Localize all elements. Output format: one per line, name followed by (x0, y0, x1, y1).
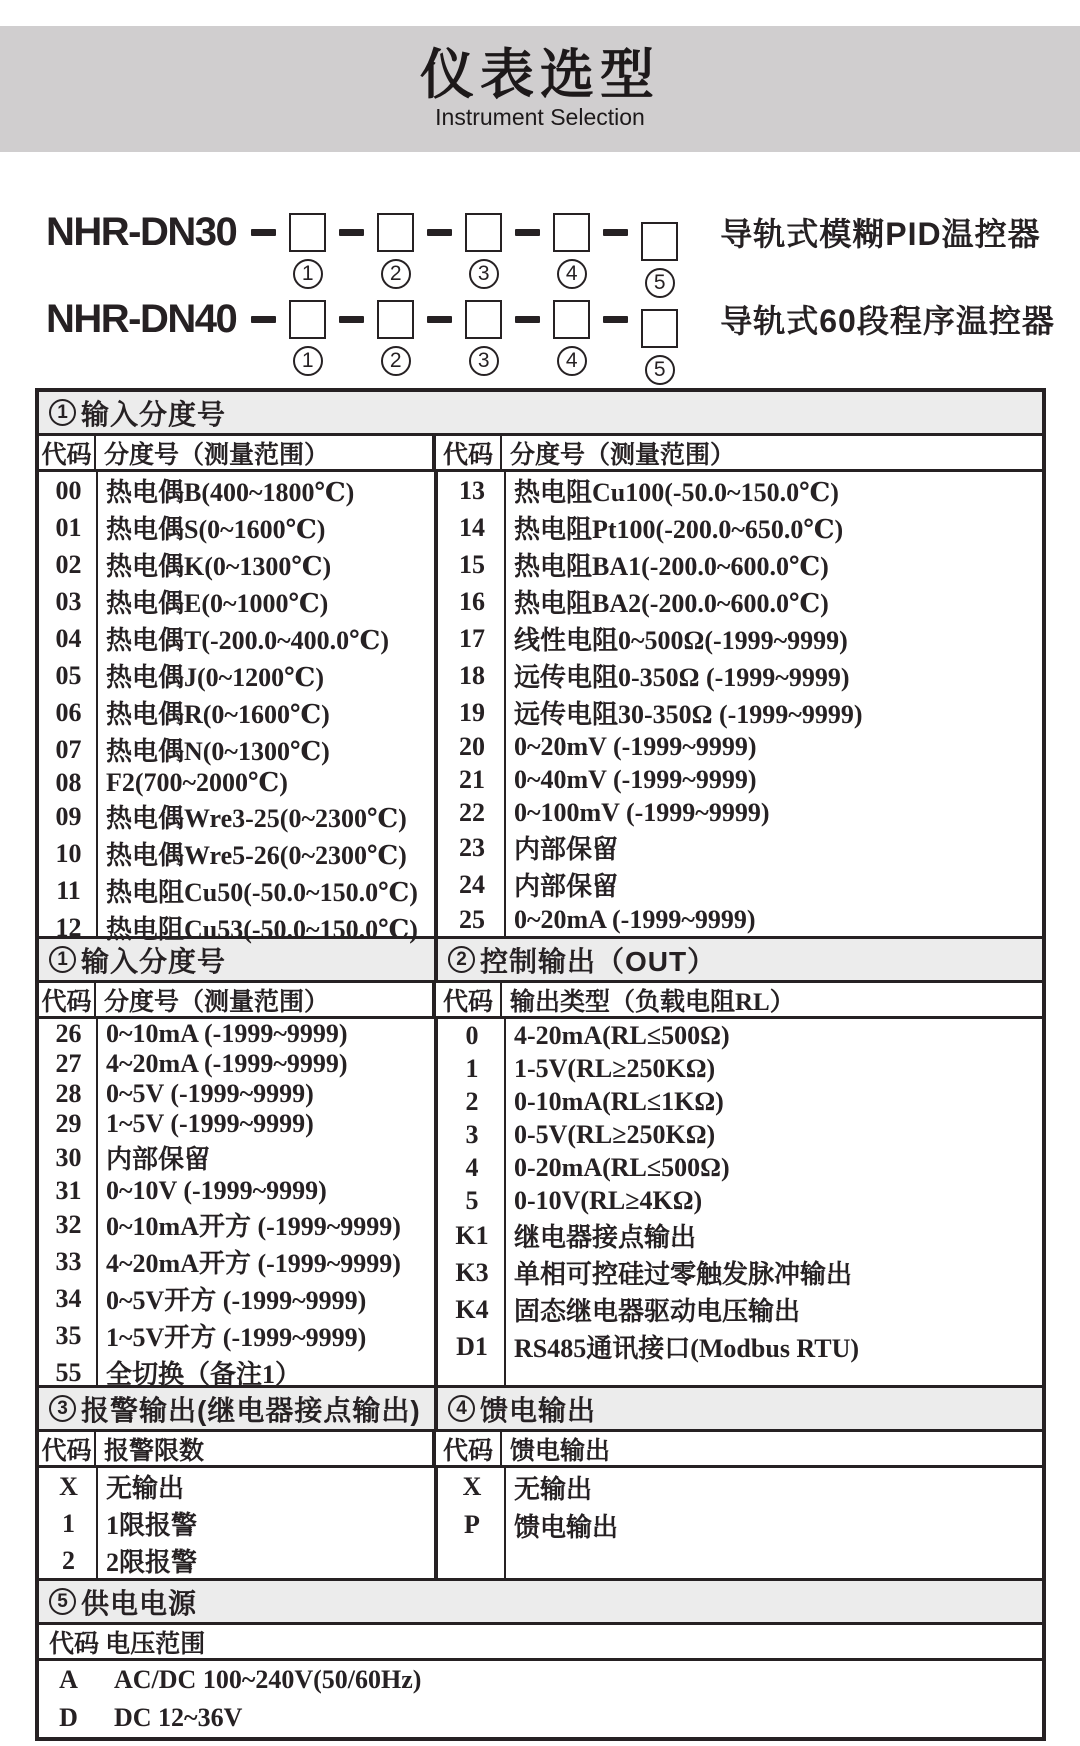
section-title-text: 报警输出(继电器接点输出) (81, 1394, 421, 1426)
code-box-square (641, 309, 678, 348)
table-row (438, 546, 1042, 583)
column-header-row (39, 436, 1042, 472)
position-number-circle: 1 (293, 346, 323, 376)
col-code: 代码 (39, 436, 96, 469)
row-code: 32 (55, 1209, 82, 1239)
table-row (39, 1280, 434, 1317)
section-number-circle: 2 (448, 946, 475, 973)
col-code: 代码 (436, 983, 502, 1016)
section-title-text: 控制输出（OUT） (480, 945, 717, 977)
row-code: 17 (459, 623, 485, 653)
table-row (39, 1109, 434, 1139)
model-row-nhr-dn30 (46, 210, 1055, 294)
table-row (438, 1151, 1042, 1184)
code-position (414, 300, 502, 372)
row-code: 18 (459, 660, 485, 690)
row-code: 34 (55, 1283, 82, 1313)
column-header-row (39, 1432, 1042, 1468)
code-position (326, 300, 414, 372)
row-code: 25 (459, 904, 485, 934)
code-position (238, 213, 326, 285)
row-label: 0~10V (-1999~9999) (106, 1176, 327, 1205)
section-title-text: 输入分度号 (81, 945, 227, 977)
section-body (39, 1019, 1042, 1389)
row-code: 20 (459, 732, 485, 762)
row-label: 热电偶S(0~1600℃) (106, 515, 326, 544)
row-code: 02 (55, 549, 82, 579)
code-position (414, 213, 502, 285)
col-label: 输出类型（负载电阻RL） (510, 988, 795, 1016)
code-box (289, 213, 326, 285)
table-row (39, 1176, 434, 1206)
row-label: 线性电阻0~500Ω(-1999~9999) (514, 626, 848, 655)
table-row (438, 1019, 1042, 1052)
row-code: 07 (55, 734, 82, 764)
row-label: 热电偶Wre3-25(0~2300℃) (106, 804, 407, 833)
row-label: 1限报警 (106, 1511, 198, 1540)
section-number-circle: 4 (448, 1395, 475, 1422)
dash-separator (515, 229, 540, 236)
table-row (39, 657, 434, 694)
col-label: 馈电输出 (510, 1437, 611, 1465)
row-label: 0~40mV (-1999~9999) (514, 765, 757, 795)
code-position (590, 300, 678, 381)
row-code: 33 (55, 1246, 82, 1276)
model-name: NHR-DN30 (46, 210, 237, 254)
section-title-right (438, 1388, 1042, 1429)
table-row (438, 1085, 1042, 1118)
table-row (438, 1184, 1042, 1217)
table-row (39, 1468, 434, 1505)
table-row (438, 903, 1042, 936)
row-label: 0~20mV (-1999~9999) (514, 732, 757, 762)
col-label: 分度号（测量范围） (510, 441, 736, 469)
row-label: 0~10mA (-1999~9999) (106, 1019, 348, 1048)
code-position (502, 213, 590, 285)
rows-right (438, 472, 1042, 936)
row-label: 1-5V(RL≥250KΩ) (514, 1053, 716, 1083)
row-label: 热电偶J(0~1200℃) (106, 663, 324, 692)
row-label: 热电偶N(0~1300℃) (106, 737, 330, 766)
row-code: 10 (55, 838, 82, 868)
section-input-graduation-1 (39, 392, 1042, 944)
row-code: 4 (465, 1152, 479, 1182)
table-row (39, 1699, 1042, 1737)
row-code: 03 (55, 586, 82, 616)
code-position (238, 300, 326, 372)
section-number-circle: 5 (49, 1588, 76, 1615)
row-label: 热电偶Wre5-26(0~2300℃) (106, 841, 407, 870)
table-row (39, 768, 434, 798)
row-code: 24 (459, 869, 485, 899)
dash-separator (251, 316, 276, 323)
table-row (39, 694, 434, 731)
row-label: DC 12~36V (114, 1703, 243, 1732)
row-label: 无输出 (514, 1474, 593, 1504)
table-row (39, 1139, 434, 1176)
table-row (438, 1217, 1042, 1254)
row-label: 热电偶T(-200.0~400.0℃) (106, 626, 389, 655)
row-label: 热电阻Cu53(-50.0~150.0℃) (106, 915, 418, 944)
row-code: 00 (55, 475, 82, 505)
table-row (39, 1354, 434, 1391)
row-label: 2限报警 (106, 1548, 198, 1577)
row-label: 远传电阻0-350Ω (-1999~9999) (514, 663, 850, 692)
position-number-circle: 4 (557, 259, 587, 289)
row-code: 27 (55, 1049, 82, 1078)
code-box (465, 300, 502, 372)
row-label: 无输出 (106, 1474, 185, 1503)
row-code: 0 (465, 1020, 479, 1050)
code-box-square (465, 213, 502, 252)
table-row (438, 866, 1042, 903)
row-code: 11 (56, 875, 81, 905)
code-positions (238, 300, 678, 381)
section-number-circle: 1 (49, 399, 76, 426)
row-label: 热电阻Cu100(-50.0~150.0℃) (514, 478, 839, 507)
section-title-text: 输入分度号 (81, 398, 227, 430)
code-box (641, 309, 678, 381)
table-row (39, 620, 434, 657)
row-code: 16 (459, 586, 485, 616)
position-number-circle: 2 (381, 346, 411, 376)
row-label: 热电偶R(0~1600℃) (106, 700, 330, 729)
code-box-square (641, 222, 678, 261)
row-code: D1 (456, 1331, 488, 1361)
row-code: 26 (55, 1019, 82, 1048)
row-code: 05 (55, 660, 82, 690)
position-number-circle: 1 (293, 259, 323, 289)
code-box (641, 222, 678, 294)
section-number-circle: 1 (49, 946, 76, 973)
table-row (39, 1542, 434, 1579)
position-number-circle: 2 (381, 259, 411, 289)
section-body (39, 1661, 1042, 1737)
table-row (39, 798, 434, 835)
col-code: 代码 (39, 983, 96, 1016)
code-positions (238, 213, 678, 294)
row-label: 远传电阻30-350Ω (-1999~9999) (514, 700, 863, 729)
row-code: 19 (459, 697, 485, 727)
dash-separator (427, 229, 452, 236)
table-row (438, 1254, 1042, 1291)
table-row (39, 1206, 434, 1243)
table-row (438, 472, 1042, 509)
row-code: 3 (465, 1119, 479, 1149)
position-number-circle: 3 (469, 259, 499, 289)
row-code: D (59, 1703, 78, 1732)
row-code: 35 (55, 1320, 82, 1350)
row-code: 1 (465, 1053, 479, 1083)
model-code-diagrams (46, 212, 1055, 386)
row-label: 4~20mA开方 (-1999~9999) (106, 1249, 401, 1278)
row-label: 4-20mA(RL≤500Ω) (514, 1020, 730, 1050)
dash-separator (251, 229, 276, 236)
col-code: 代码 (436, 1432, 502, 1465)
code-box (289, 300, 326, 372)
code-box-square (289, 300, 326, 339)
dash-separator (427, 316, 452, 323)
section-header (39, 1578, 1042, 1625)
row-code: K1 (455, 1220, 489, 1250)
section-title-text: 供电电源 (81, 1587, 198, 1619)
row-label: AC/DC 100~240V(50/60Hz) (114, 1665, 422, 1694)
row-code: 23 (459, 832, 485, 862)
row-code: A (59, 1665, 78, 1694)
row-code: 06 (55, 697, 82, 727)
row-label: 热电阻Pt100(-200.0~650.0℃) (514, 515, 844, 544)
row-label: F2(700~2000℃) (106, 768, 288, 797)
row-code: 08 (55, 768, 82, 797)
code-box-square (553, 213, 590, 252)
table-row (438, 797, 1042, 830)
code-box (377, 300, 414, 372)
row-code: 28 (55, 1079, 82, 1108)
row-code: P (464, 1510, 480, 1539)
row-label: 4~20mA (-1999~9999) (106, 1049, 348, 1078)
row-label: 0-5V(RL≥250KΩ) (514, 1119, 716, 1149)
table-row (438, 694, 1042, 731)
row-code: 29 (55, 1109, 82, 1138)
row-label: 0~5V (-1999~9999) (106, 1079, 314, 1108)
row-label: 0-10mA(RL≤1KΩ) (514, 1086, 724, 1116)
row-code: 1 (62, 1508, 75, 1538)
rows-right (438, 1019, 1042, 1385)
model-row-nhr-dn40 (46, 297, 1055, 381)
section-number-circle: 3 (49, 1395, 76, 1422)
section-input-2-and-control-output (39, 936, 1042, 1389)
section-title-left (39, 1388, 434, 1429)
code-box (553, 300, 590, 372)
code-box (553, 213, 590, 285)
code-position (590, 213, 678, 294)
table-row (438, 1506, 1042, 1544)
row-code: 2 (62, 1545, 75, 1575)
selection-table (35, 388, 1046, 1741)
row-code: X (462, 1472, 482, 1501)
table-row (438, 1291, 1042, 1328)
row-code: K4 (455, 1294, 489, 1324)
title-bar (0, 26, 1080, 152)
table-row (39, 1661, 1042, 1699)
model-description: 导轨式60段程序温控器 (720, 303, 1055, 339)
col-label: 分度号（测量范围） (104, 988, 330, 1016)
position-number-circle: 5 (645, 268, 675, 298)
row-code: 5 (465, 1185, 479, 1215)
row-label: 1~5V (-1999~9999) (106, 1109, 314, 1138)
row-label: 全切换（备注1） (106, 1360, 302, 1389)
row-label: 内部保留 (514, 835, 619, 865)
row-code: 22 (459, 797, 485, 827)
code-box (377, 213, 414, 285)
table-row (39, 1505, 434, 1542)
row-code: 30 (55, 1142, 82, 1172)
code-box-square (377, 213, 414, 252)
row-code: 31 (55, 1176, 82, 1205)
table-row (39, 1317, 434, 1354)
row-label: 0~100mV (-1999~9999) (514, 797, 770, 827)
model-name: NHR-DN40 (46, 297, 237, 341)
dash-separator (603, 229, 628, 236)
col-code: 代码 (436, 436, 502, 469)
row-label: 0-20mA(RL≤500Ω) (514, 1152, 730, 1182)
row-label: 内部保留 (106, 1145, 211, 1174)
table-row (438, 1052, 1042, 1085)
rows-right (438, 1468, 1042, 1578)
table-row (39, 472, 434, 509)
code-position (502, 300, 590, 372)
section-header (39, 1385, 1042, 1432)
code-position (326, 213, 414, 285)
table-row (39, 509, 434, 546)
row-code: 15 (459, 549, 485, 579)
column-header-row (39, 983, 1042, 1019)
rows-left (39, 472, 434, 944)
table-row (39, 1243, 434, 1280)
dash-separator (339, 316, 364, 323)
position-number-circle: 4 (557, 346, 587, 376)
dash-separator (339, 229, 364, 236)
table-row (39, 909, 434, 946)
section-title (39, 1581, 1042, 1622)
table-row (39, 546, 434, 583)
code-box (465, 213, 502, 285)
row-label: 热电阻BA1(-200.0~600.0℃) (514, 552, 829, 581)
table-row (39, 583, 434, 620)
table-row (438, 657, 1042, 694)
code-box-square (289, 213, 326, 252)
table-row (39, 731, 434, 768)
row-label: 热电阻Cu50(-50.0~150.0℃) (106, 878, 418, 907)
rows-left (39, 1019, 434, 1389)
row-code: 13 (459, 475, 485, 505)
row-label: 1~5V开方 (-1999~9999) (106, 1323, 367, 1352)
section-title (39, 392, 1042, 433)
page-subtitle: Instrument Selection (435, 104, 645, 131)
code-box-square (553, 300, 590, 339)
table-row (438, 583, 1042, 620)
row-label: 0~20mA (-1999~9999) (514, 904, 756, 934)
table-row (438, 1118, 1042, 1151)
col-label: 报警限数 (104, 1437, 205, 1465)
col-code: 代码 (39, 1432, 96, 1465)
row-label: 0~5V开方 (-1999~9999) (106, 1286, 367, 1315)
row-code: 09 (55, 801, 82, 831)
table-row (438, 1328, 1042, 1365)
dash-separator (515, 316, 540, 323)
row-label: 单相可控硅过零触发脉冲输出 (514, 1260, 853, 1289)
row-label: 固态继电器驱动电压输出 (514, 1297, 801, 1326)
row-label: 0~10mA开方 (-1999~9999) (106, 1212, 401, 1241)
row-code: 21 (459, 765, 485, 795)
section-header (39, 392, 1042, 436)
dash-separator (603, 316, 628, 323)
table-row (438, 829, 1042, 866)
row-label: 热电偶E(0~1000℃) (106, 589, 329, 618)
col-code-voltage: 代码 电压范围 (49, 1630, 206, 1658)
section-body (39, 472, 1042, 944)
column-header-row (39, 1625, 1042, 1661)
row-code: 14 (459, 512, 485, 542)
code-box-square (377, 300, 414, 339)
position-number-circle: 3 (469, 346, 499, 376)
table-row (438, 620, 1042, 657)
section-title-right (438, 939, 1042, 980)
page-title: 仪表选型 (420, 44, 660, 105)
position-number-circle: 5 (645, 355, 675, 385)
col-label: 分度号（测量范围） (104, 441, 330, 469)
section-body (39, 1468, 1042, 1578)
section-alarm-and-feed-output (39, 1385, 1042, 1578)
table-row (39, 835, 434, 872)
row-label: RS485通讯接口(Modbus RTU) (514, 1334, 860, 1363)
table-row (438, 731, 1042, 764)
row-label: 内部保留 (514, 872, 619, 902)
row-label: 热电阻BA2(-200.0~600.0℃) (514, 589, 829, 618)
table-row (438, 764, 1042, 797)
row-label: 0-10V(RL≥4KΩ) (514, 1185, 703, 1215)
row-code: 2 (465, 1086, 479, 1116)
row-label: 继电器接点输出 (514, 1223, 697, 1252)
section-power-supply (39, 1578, 1042, 1737)
row-code: 04 (55, 623, 82, 653)
code-box-square (465, 300, 502, 339)
row-label: 热电偶B(400~1800℃) (106, 478, 355, 507)
row-code: 01 (55, 512, 82, 542)
row-code: K3 (455, 1257, 489, 1287)
table-row (39, 1049, 434, 1079)
table-row (438, 509, 1042, 546)
row-label: 热电偶K(0~1300℃) (106, 552, 332, 581)
table-row (39, 872, 434, 909)
row-code: 55 (55, 1357, 82, 1387)
row-label: 馈电输出 (514, 1512, 619, 1542)
table-row (438, 1468, 1042, 1506)
table-row (39, 1019, 434, 1049)
rows-left (39, 1468, 434, 1578)
model-description: 导轨式模糊PID温控器 (720, 216, 1041, 252)
row-code: X (59, 1471, 78, 1501)
table-row (39, 1079, 434, 1109)
row-code: 12 (55, 912, 82, 942)
section-title-text: 馈电输出 (480, 1394, 597, 1426)
